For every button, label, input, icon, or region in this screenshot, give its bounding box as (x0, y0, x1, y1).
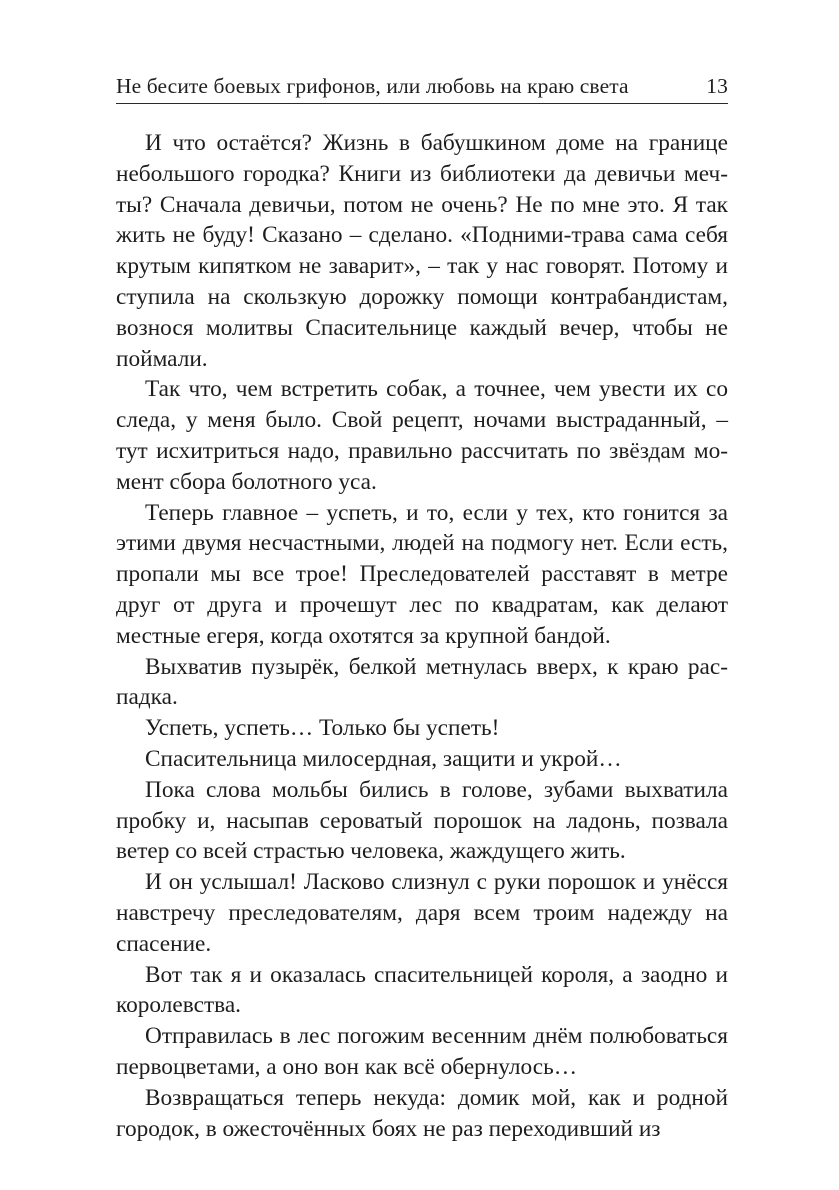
paragraph: Успеть, успеть… Только бы успеть! (145, 715, 500, 742)
running-header (116, 66, 728, 98)
body-text (116, 128, 728, 1144)
page-number: 13 (706, 74, 728, 98)
paragraph: Пока слова мольбы бились в голове, зубами выхватила пробку и, насыпав сероватый порошок на ладонь, позвала ветер со всей страстью человека, жаждущего жить. (116, 776, 728, 865)
paragraph: И он услышал! Ласково слизнул с руки порошок и унёсся навстречу преследователям, даря всем троим надежду на спасение. (116, 869, 728, 957)
paragraph: Так что, чем встретить собак, а точнее, чем увести их со следа, у меня было. Свой рецепт, ночами выстраданный, – тут исхитриться надо, правильно рассчитать по звёздам момент сбора болотного уса. (116, 376, 728, 495)
book-title: Не бесите боевых грифонов, или любовь на краю света (116, 74, 629, 98)
paragraph: Теперь главное – успеть, и то, если у тех, кто гонится за этими двумя несчастными, людей на подмогу нет. Если есть, пропали мы все трое! Преследователей расставят в метре друг от друга и прочешут лес по квадратам, как делают местные егеря, когда охотятся за крупной бандой. (116, 499, 728, 649)
paragraph: Отправилась в лес погожим весенним днём полюбоваться первоцветами, а оно вон как всё обернулось… (116, 1023, 728, 1080)
header-divider (116, 103, 728, 104)
paragraph: Выхватив пузырёк, белкой метнулась вверх, к краю распадка. (116, 653, 728, 711)
paragraph: Возвращаться теперь некуда: домик мой, как и родной городок, в ожесточённых боях не раз переходивший из (116, 1084, 728, 1142)
paragraph: И что остаётся? Жизнь в бабушкином доме на границе небольшого городка? Книги из библиотеки да девичьи мечты? Сначала девичьи, потом не очень? Не по мне это. Я так жить не буду! Сказано – сделано. «Подними-трава сама себя крутым кипятком не заварит», – так у нас говорят. Потому и ступила на скользкую дорожку помощи контрабандистам, вознося молитвы Спасительнице каждый вечер, чтобы не поймали. (116, 130, 728, 372)
paragraph: Спасительница милосердная, защити и укрой… (145, 745, 622, 772)
paragraph: Вот так я и оказалась спасительницей короля, а заодно и королевства. (116, 961, 728, 1019)
